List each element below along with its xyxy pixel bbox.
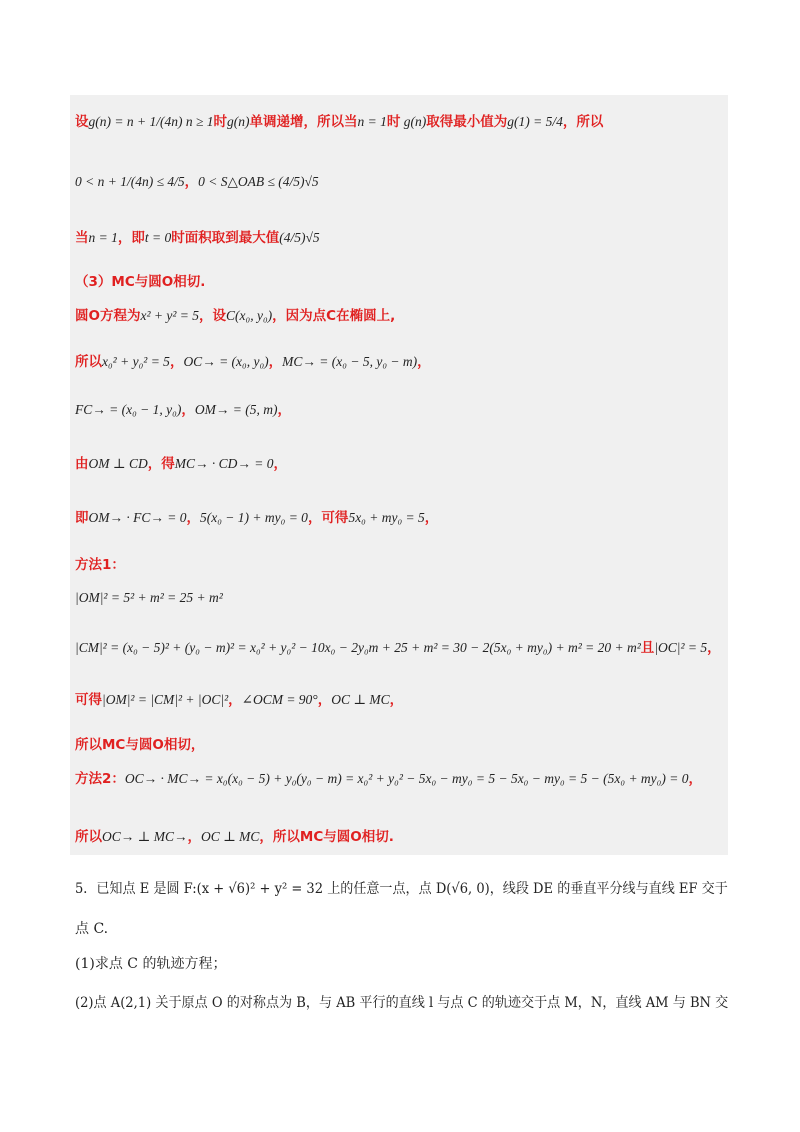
solution-text: ，: [707, 640, 721, 656]
formula: MC→ · CD→ = 0: [174, 456, 274, 471]
solution-line: [75, 825, 394, 845]
problem-line-4: (2)点 A(2,1) 关于原点 O 的对称点为 B，与 AB 平行的直线 l 与点 C 的轨迹交于点 M，N，直线 AM 与 BN 交: [75, 995, 729, 1011]
solution-line: [75, 590, 223, 606]
solution-line: [75, 226, 320, 246]
solution-line: [75, 270, 205, 290]
formula: n = 1: [357, 114, 387, 129]
formula: n = 1: [88, 230, 118, 245]
solution-text: ，: [169, 354, 184, 370]
problem-line-1: 5．已知点 E 是圆 F:(x + √6)² + y² = 32 上的任意一点，点 D(√6, 0)，线段 DE 的垂直平分线与直线 EF 交于: [75, 881, 728, 897]
solution-text: （3）MC与圆O相切.: [75, 274, 206, 290]
solution-text: 所以MC与圆O相切，: [75, 737, 205, 753]
formula: |OM|² = 5² + m² = 25 + m²: [75, 590, 223, 605]
formula: g(n): [400, 114, 427, 129]
solution-line: [75, 636, 721, 656]
formula: 5x₀ + my₀ = 5: [348, 510, 425, 525]
formula: 5(x₀ − 1) + my₀ = 0: [199, 510, 308, 525]
solution-text: ，: [187, 829, 201, 845]
solution-text: 所以: [75, 354, 102, 370]
solution-text: ，: [389, 692, 404, 708]
solution-text: 圆O方程为: [75, 308, 141, 324]
solution-text: 时面积取到最大值: [171, 230, 280, 246]
solution-line: [75, 110, 603, 130]
solution-text: ，: [424, 510, 439, 526]
formula: FC→ = (x₀ − 1, y₀): [75, 402, 182, 417]
solution-text: ，: [184, 174, 199, 190]
solution-line: [75, 350, 431, 370]
solution-text: 取得最小值为: [426, 114, 508, 130]
formula: OM→ = (5, m): [194, 402, 278, 417]
solution-line: [75, 304, 395, 324]
solution-text: ，可得: [307, 510, 349, 526]
solution-text: ，: [181, 402, 195, 418]
formula: x₀² + y₀² = 5: [102, 354, 170, 369]
solution-text: 当: [75, 230, 89, 246]
solution-text: ，因为点C在椭圆上,: [272, 308, 396, 324]
formula: 0 < S△OAB ≤ (4/5)√5: [198, 174, 319, 189]
solution-text: ，: [186, 510, 200, 526]
formula: g(n): [227, 114, 250, 129]
formula: OC→ = (x₀, y₀): [183, 354, 269, 369]
formula: |CM|² = (x₀ − 5)² + (y₀ − m)² = x₀² + y₀² − 10x₀ − 2y₀m + 25 + m² = 30 − 2(5x₀ + my₀) + m² = 20 + m²: [75, 640, 641, 655]
solution-line: [75, 452, 287, 472]
formula: OC→ · MC→ = x₀(x₀ − 5) + y₀(y₀ − m) = x₀² + y₀² − 5x₀ − my₀ = 5 − 5x₀ − my₀ = 5 − (5x₀ + my₀) = 0: [124, 771, 689, 786]
solution-text: 由: [75, 456, 89, 472]
solution-text: ，: [317, 692, 332, 708]
formula: OM ⊥ CD: [88, 456, 148, 471]
solution-text: 时: [213, 114, 227, 130]
solution-text: 可得: [75, 692, 102, 708]
solution-text: ，: [417, 354, 431, 370]
solution-text: ，即: [117, 230, 145, 246]
solution-text: ，: [268, 354, 283, 370]
solution-text: 所以: [75, 829, 102, 845]
formula: 0 < n + 1/(4n) ≤ 4/5: [75, 174, 185, 189]
formula: OM→ · FC→ = 0: [88, 510, 187, 525]
solution-line: [75, 767, 702, 787]
solution-line: [75, 506, 438, 526]
solution-line: [75, 170, 319, 190]
formula: C(x₀, y₀): [226, 308, 273, 323]
problem-line-3: (1)求点 C 的轨迹方程；: [75, 956, 227, 972]
formula: OC ⊥ MC: [200, 829, 260, 844]
solution-text: 设: [75, 114, 89, 130]
solution-text: ，设: [199, 308, 227, 324]
solution-text: ，所以MC与圆O相切.: [259, 829, 394, 845]
solution-text: 即: [75, 510, 89, 526]
formula: OC ⊥ MC: [331, 692, 390, 707]
solution-text: ，: [688, 771, 702, 787]
solution-text: 时: [386, 114, 401, 130]
formula: ∠OCM = 90°: [241, 692, 318, 707]
solution-text: 方法2：: [75, 771, 125, 787]
solution-line: [75, 733, 204, 753]
formula: OC→ ⊥ MC→: [102, 829, 188, 844]
formula: (4/5)√5: [279, 230, 320, 245]
formula: MC→ = (x₀ − 5, y₀ − m): [282, 354, 418, 369]
solution-text: 单调递增，所以当: [249, 114, 358, 130]
formula: g(n) = n + 1/(4n): [88, 114, 183, 129]
solution-text: ，: [273, 456, 287, 472]
formula: g(1) = 5/4: [507, 114, 563, 129]
formula: |OC|² = 5: [654, 640, 708, 655]
solution-text: ，: [277, 402, 291, 418]
solution-line: [75, 553, 125, 573]
solution-text: 且: [640, 640, 655, 656]
solution-text: ，所以: [562, 114, 604, 130]
solution-line: [75, 688, 403, 708]
solution-text: ，得: [147, 456, 175, 472]
problem-line-2: 点 C.: [75, 921, 109, 937]
solution-text: ，: [228, 692, 242, 708]
solution-text: 方法1：: [75, 557, 125, 573]
formula: x² + y² = 5: [140, 308, 200, 323]
formula: |OM|² = |CM|² + |OC|²: [102, 692, 229, 707]
solution-line: [75, 398, 291, 418]
formula: n ≥ 1: [182, 114, 214, 129]
formula: t = 0: [144, 230, 172, 245]
